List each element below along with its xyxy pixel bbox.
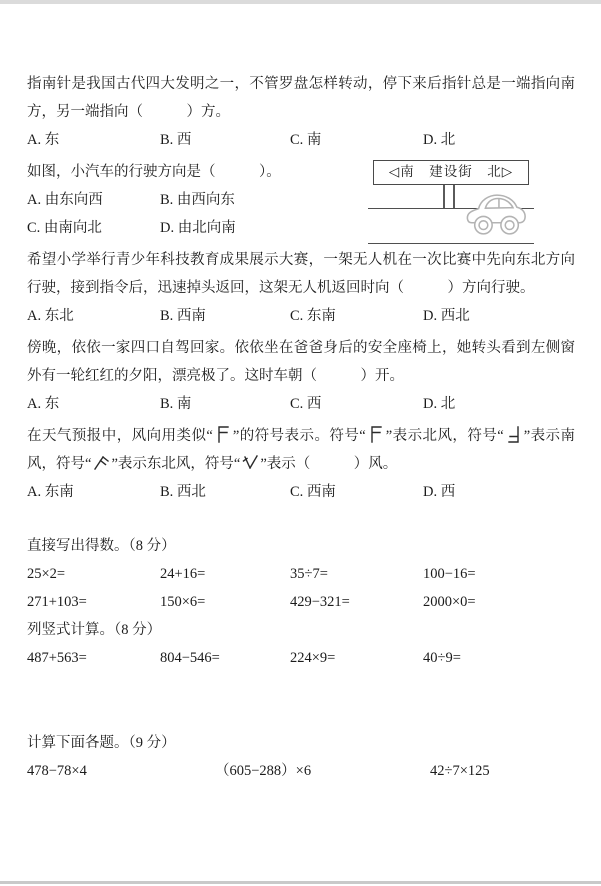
- page-top-edge: [0, 0, 601, 4]
- option-d: D. 由北向南: [160, 220, 236, 236]
- math-item: 42÷7×125: [430, 763, 490, 779]
- math-item: 271+103=: [27, 594, 87, 610]
- wind-barb-north-icon: [215, 425, 231, 444]
- math-item: 40÷9=: [423, 650, 461, 666]
- math-item: 25×2=: [27, 566, 66, 582]
- stem-text: ”表示东北风，符号“: [111, 456, 241, 472]
- stem-text: ”表示北风，符号“: [385, 428, 504, 444]
- option-c: C. 由南向北: [27, 220, 102, 236]
- math-item: 478−78×4: [27, 763, 87, 779]
- question-2: [27, 158, 575, 242]
- mental-math-row-2: [27, 588, 575, 616]
- stem-text: ”表示（ ）风。: [260, 456, 398, 472]
- sign-post: [443, 185, 445, 208]
- option-b: B. 南: [160, 396, 192, 412]
- question-4: [27, 334, 575, 418]
- option-a: A. 东北: [27, 308, 74, 324]
- street-sign: ◁南 建设街 北▷: [373, 160, 529, 185]
- section-title-mental-math: 直接写出得数。（8 分）: [27, 538, 176, 554]
- option-a: A. 东: [27, 132, 60, 148]
- mixed-math-row: [27, 757, 575, 785]
- question-1: [27, 70, 575, 154]
- option-c: C. 西: [290, 396, 322, 412]
- option-a: A. 东南: [27, 484, 74, 500]
- section-title-column-math: 列竖式计算。（8 分）: [27, 622, 162, 638]
- option-b: B. 西: [160, 132, 192, 148]
- question-4-options: [27, 390, 575, 418]
- option-d: D. 西北: [423, 308, 470, 324]
- question-3: [27, 246, 575, 330]
- question-1-options: [27, 126, 575, 154]
- math-item: 24+16=: [160, 566, 206, 582]
- stem-text: ”的符号表示。符号“: [232, 428, 366, 444]
- question-4-stem: 傍晚，依依一家四口自驾回家。依依坐在爸爸身后的安全座椅上，她转头看到左侧窗外有一轮红红的夕阳，漂亮极了。这时车朝（ ）开。: [27, 340, 575, 384]
- street-figure: [373, 160, 529, 246]
- mental-math-row-1: [27, 560, 575, 588]
- math-item: （605−288）×6: [215, 763, 312, 779]
- math-item: 804−546=: [160, 650, 220, 666]
- option-b: B. 由西向东: [160, 192, 235, 208]
- option-c: C. 西南: [290, 484, 336, 500]
- question-2-options: [27, 186, 357, 242]
- option-b: B. 西南: [160, 308, 206, 324]
- wind-barb-northeast-icon: [93, 453, 109, 472]
- math-item: 2000×0=: [423, 594, 476, 610]
- wind-barb-north-icon: [368, 425, 384, 444]
- question-5-options: [27, 478, 575, 506]
- question-3-options: [27, 302, 575, 330]
- wind-barb-question-icon: [242, 453, 258, 472]
- option-c: C. 东南: [290, 308, 336, 324]
- option-b: B. 西北: [160, 484, 206, 500]
- road-line: [368, 243, 534, 244]
- math-item: 35÷7=: [290, 566, 328, 582]
- math-item: 429−321=: [290, 594, 350, 610]
- option-a: A. 由东向西: [27, 192, 103, 208]
- option-c: C. 南: [290, 132, 322, 148]
- wind-barb-south-icon: [506, 425, 522, 444]
- option-d: D. 西: [423, 484, 456, 500]
- math-item: 150×6=: [160, 594, 206, 610]
- question-5: [27, 422, 575, 506]
- question-2-stem: 如图，小汽车的行驶方向是（ ）。: [27, 164, 281, 180]
- math-item: 224×9=: [290, 650, 336, 666]
- option-d: D. 北: [423, 132, 456, 148]
- stem-text: ”表示南风，符号“: [27, 428, 576, 472]
- sign-post: [453, 185, 455, 208]
- math-item: 487+563=: [27, 650, 87, 666]
- math-item: 100−16=: [423, 566, 476, 582]
- question-3-stem: 希望小学举行青少年科技教育成果展示大赛，一架无人机在一次比赛中先向东北方向行驶，接到指令后，迅速掉头返回，这架无人机返回时向（ ）方向行驶。: [27, 252, 575, 296]
- option-d: D. 北: [423, 396, 456, 412]
- question-5-stem: [27, 422, 575, 478]
- section-title-mixed-math: 计算下面各题。（9 分）: [27, 735, 176, 751]
- page-bottom-edge: [0, 881, 601, 884]
- option-a: A. 东: [27, 396, 60, 412]
- worksheet-content: [27, 70, 575, 785]
- car-illustration: [465, 189, 529, 239]
- question-1-stem: 指南针是我国古代四大发明之一，不管罗盘怎样转动，停下来后指针总是一端指向南方，另一端指向（ ）方。: [27, 76, 575, 120]
- stem-text: 在天气预报中，风向用类似“: [27, 428, 213, 444]
- column-math-row: [27, 644, 575, 672]
